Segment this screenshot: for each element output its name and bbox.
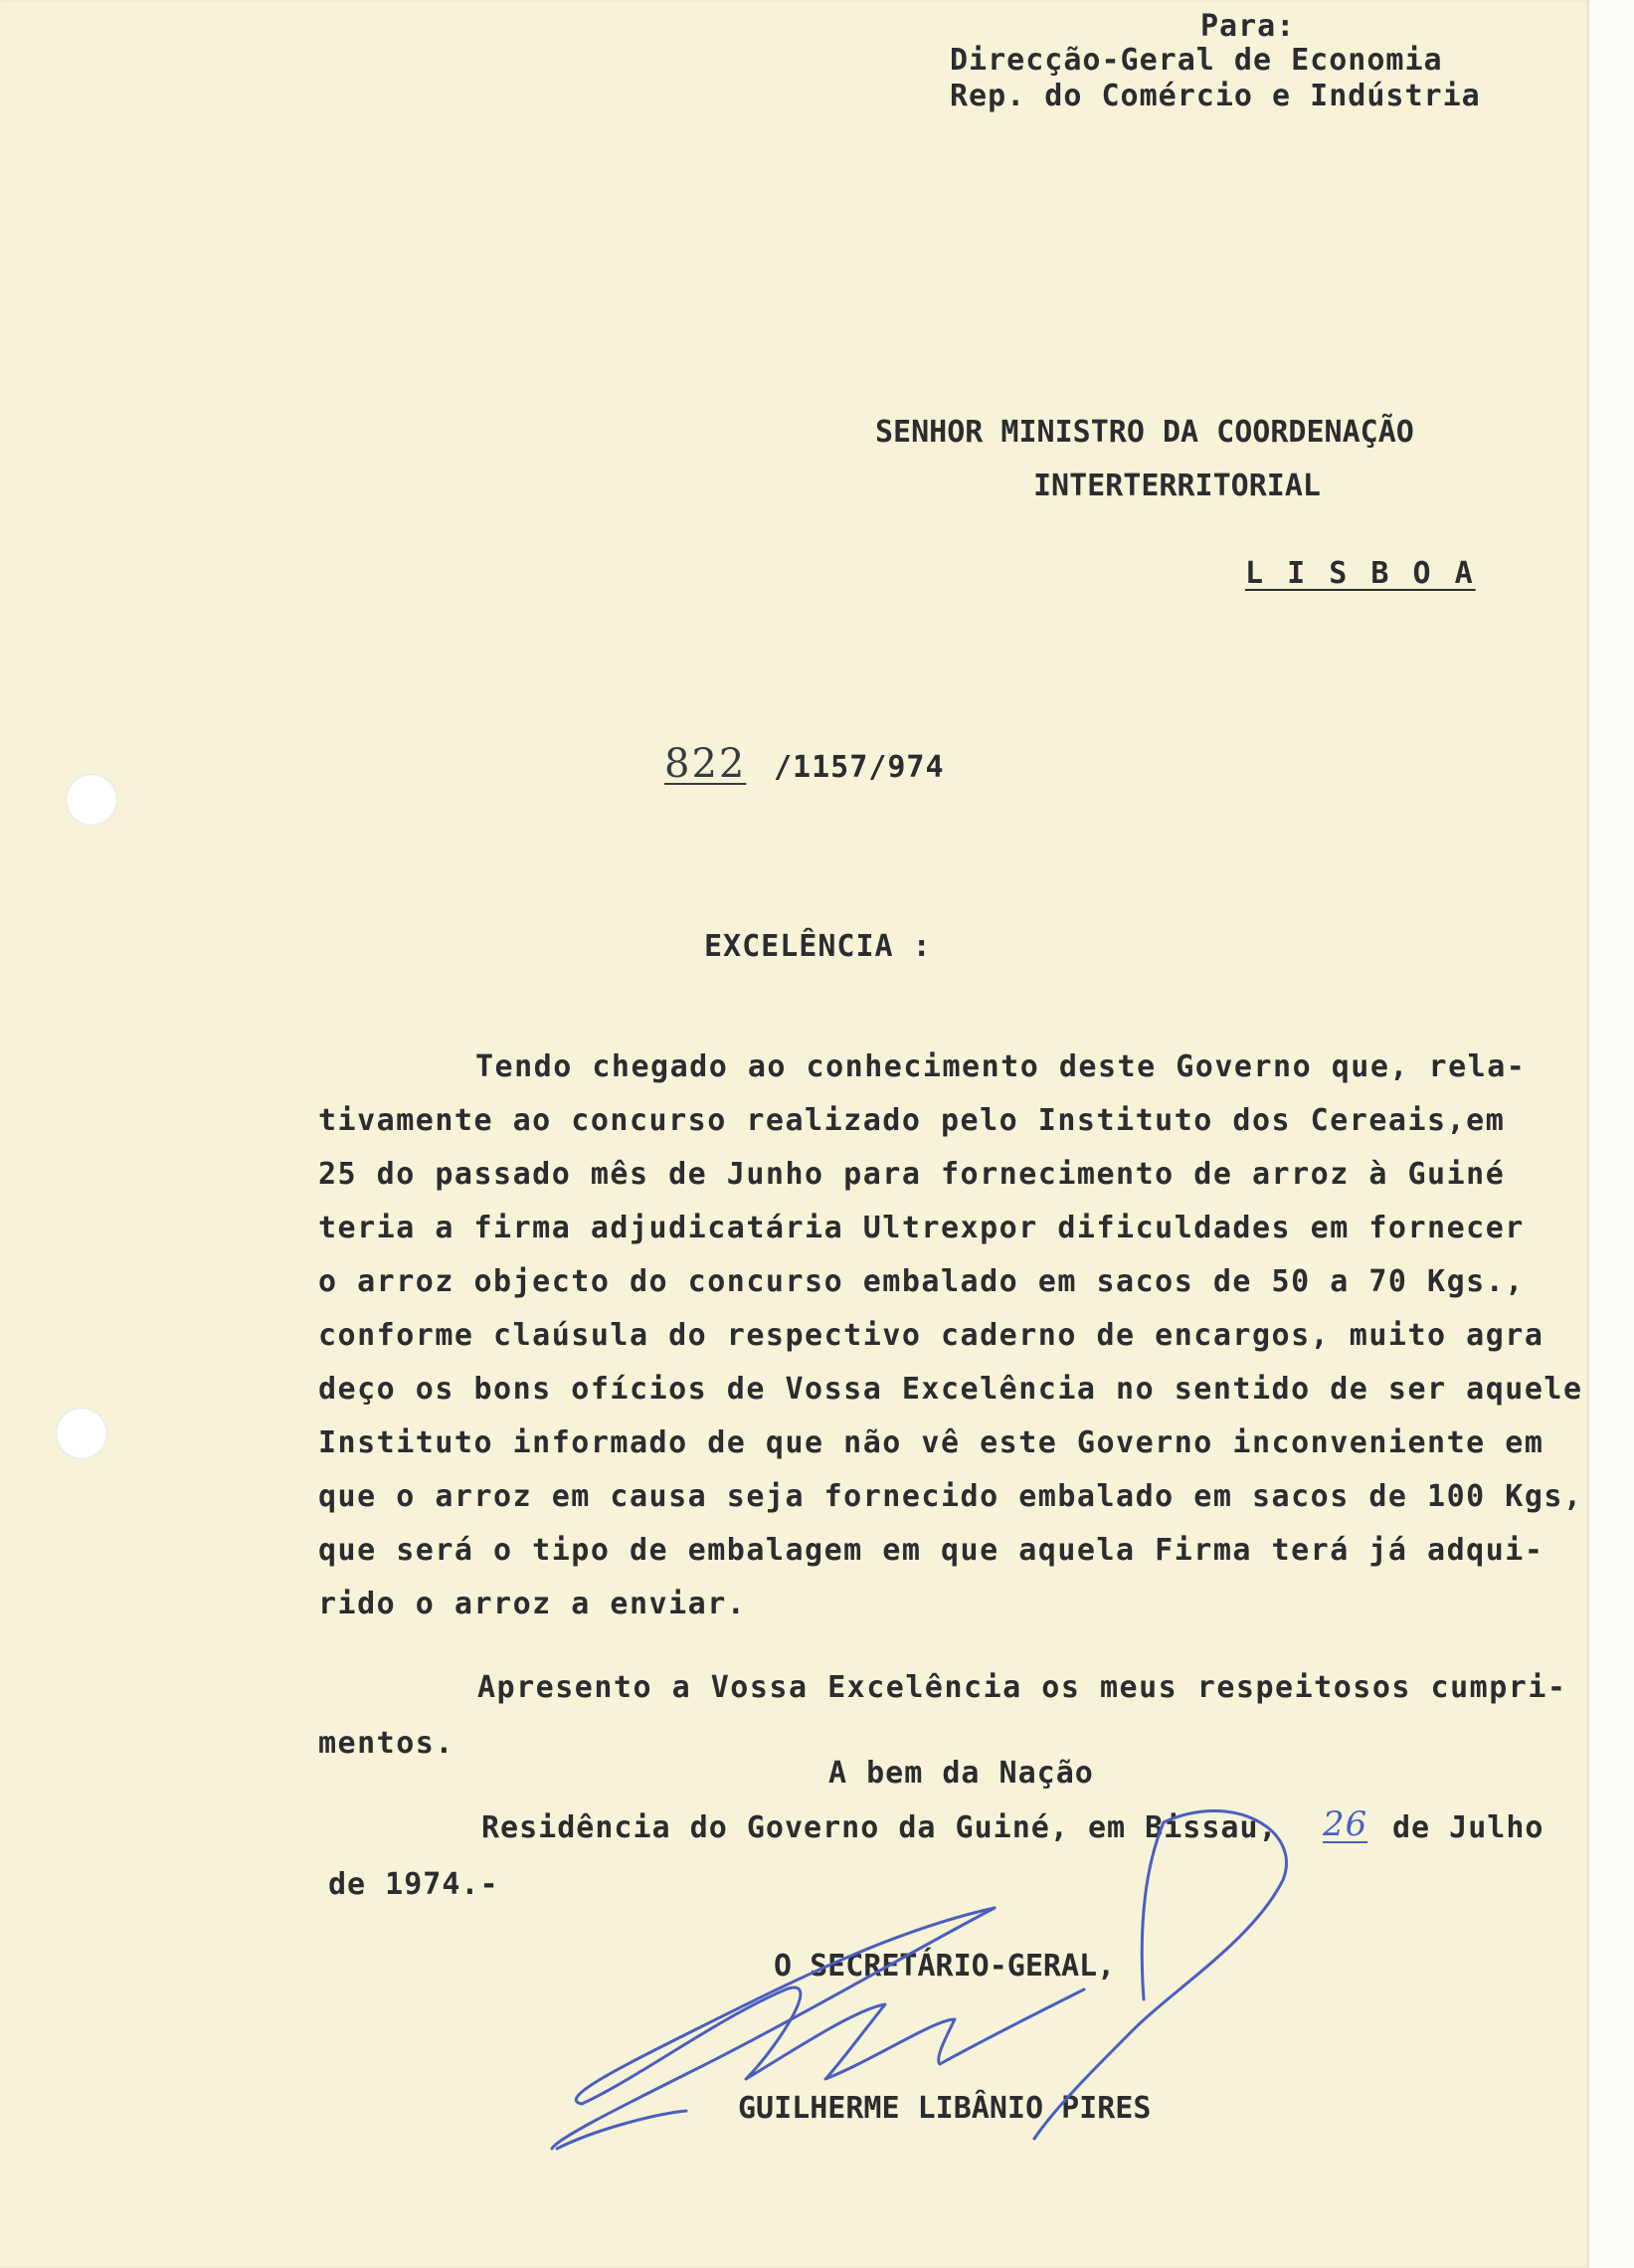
body-line: deço os bons ofícios de Vossa Excelência no sentido de ser aquele [318, 1372, 1583, 1407]
body-line: teria a firma adjudicatária Ultrexpor dificuldades em fornecer [318, 1211, 1525, 1245]
closing-place: Residência do Governo da Guiné, em Bissau, [481, 1810, 1278, 1845]
body-line: mentos. [318, 1726, 454, 1761]
closing-day-handwritten: 26 [1323, 1804, 1368, 1844]
signature-name: GUILHERME LIBÂNIO PIRES [738, 2091, 1152, 2126]
closing-year: de 1974.- [328, 1867, 499, 1902]
recipient-line-2: Rep. do Comércio e Indústria [950, 79, 1481, 113]
addressee-city: L I S B O A [1245, 556, 1476, 591]
addressee-line-1: SENHOR MINISTRO DA COORDENAÇÃO [875, 415, 1414, 450]
punch-hole-bottom [56, 1408, 107, 1459]
closing-motto: A bem da Nação [828, 1756, 1094, 1791]
recipient-line-1: Direcção-Geral de Economia [950, 43, 1443, 78]
punch-hole-top [66, 774, 117, 826]
body-line: Instituto informado de que não vê este Governo inconveniente em [318, 1425, 1544, 1460]
body-line: Apresento a Vossa Excelência os meus respeitosos cumpri- [477, 1670, 1567, 1705]
scan-margin [1589, 0, 1634, 2268]
body-line: Tendo chegado ao conhecimento deste Governo que, rela- [475, 1049, 1527, 1084]
body-line: o arroz objecto do concurso embalado em sacos de 50 a 70 Kgs., [318, 1264, 1525, 1299]
reference-handwritten-number: 822 [664, 741, 747, 787]
reference-suffix: /1157/974 [774, 750, 945, 785]
signature-title: O SECRETÁRIO-GERAL, [774, 1949, 1116, 1984]
recipient-label: Para: [1200, 9, 1296, 44]
body-line: conforme claúsula do respectivo caderno de encargos, muito agra [318, 1318, 1544, 1353]
body-line: tivamente ao concurso realizado pelo Instituto dos Cereais,em [318, 1103, 1506, 1138]
closing-month: de Julho [1392, 1810, 1544, 1845]
salutation: EXCELÊNCIA : [704, 929, 932, 964]
body-line: rido o arroz a enviar. [318, 1587, 747, 1621]
body-line: que o arroz em causa seja fornecido embalado em sacos de 100 Kgs, [318, 1479, 1583, 1514]
body-line: que será o tipo de embalagem em que aquela Firma terá já adqui- [318, 1533, 1544, 1568]
body-line: 25 do passado mês de Junho para fornecimento de arroz à Guiné [318, 1157, 1506, 1192]
addressee-line-2: INTERTERRITORIAL [1033, 469, 1321, 503]
